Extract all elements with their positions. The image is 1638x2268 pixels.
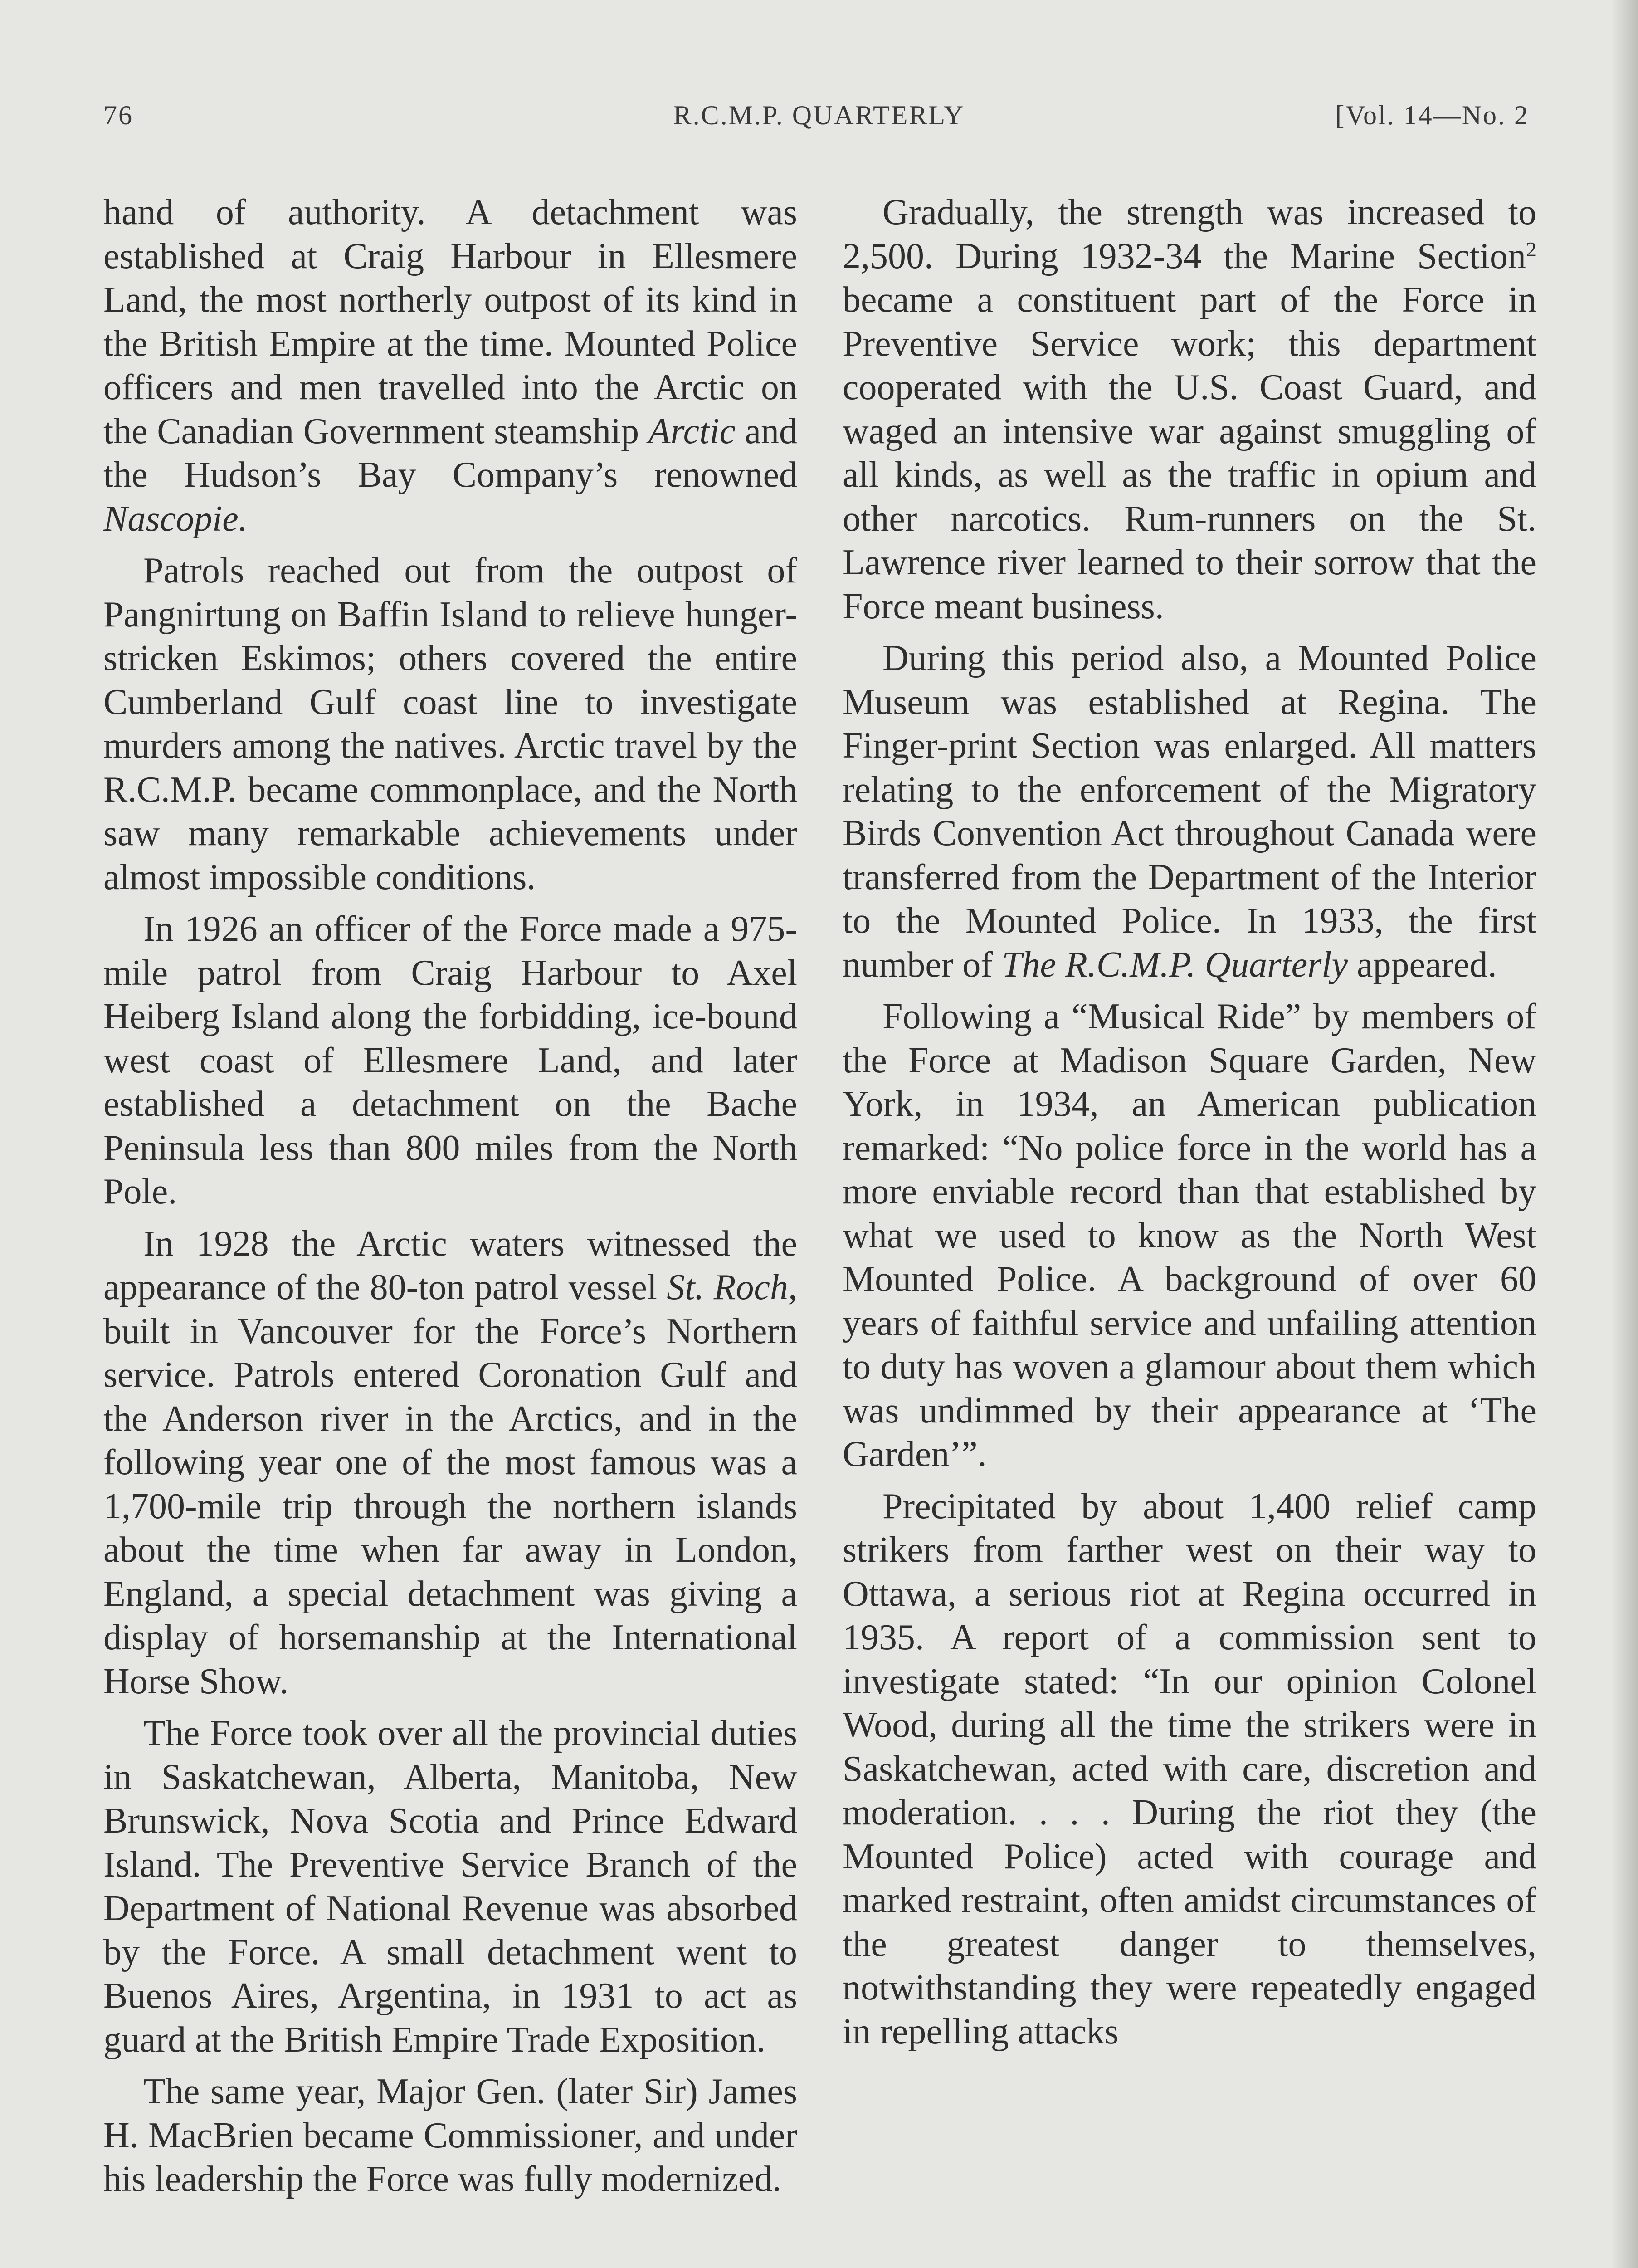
footnote-reference: 2 [1526, 237, 1536, 261]
volume-label: [Vol. 14—No. 2 [1335, 100, 1529, 130]
ship-name: St. Roch, [667, 1267, 797, 1307]
page-number: 76 [103, 100, 133, 130]
paragraph: During this period also, a Mounted Police Museum was established at Regina. The Finger-print Section was enlarged. All matters relating to the enforcement of the Migratory Birds Convention Act throughout Canada were transferred from the Department of the Interior to the Mounted Police. In 1933, the first number of The R.C.M.P. Quarterly appeared. [843, 638, 1536, 985]
right-column [843, 191, 1536, 2062]
paragraph: Following a “Musical Ride” by members of the Force at Madison Square Garden, New York, in 1934, an American publication remarked: “No police force in the world has a more enviable record than that established by what we used to know as the North West Mounted Police. A background of over 60 years of faithful service and unfailing attention to duty has woven a glamour about them which was undimmed by their appearance at ‘The Garden’”. [843, 997, 1536, 1474]
page-binding-edge [1611, 0, 1638, 2268]
ship-name: Arctic [648, 411, 736, 451]
paragraph: In 1928 the Arctic waters witnessed the appearance of the 80-ton patrol vessel St. Roch, built in Vancouver for the Force’s Northern service. Patrols entered Coronation Gulf and the Anderson river in the Arctics, and in the following year one of the most famous was a 1,700-mile trip through the northern islands about the time when far away in London, England, a special detachment was giving a display of horsemanship at the International Horse Show. [103, 1223, 797, 1701]
paragraph: Patrols reached out from the outpost of Pangnirtung on Baffin Island to relieve hunger-stricken Eskimos; others covered the entire Cumberland Gulf coast line to investigate murders among the natives. Arctic travel by the R.C.M.P. became commonplace, and the North saw many remarkable achievements under almost impossible conditions. [103, 551, 797, 897]
left-column [103, 191, 797, 2209]
paragraph: The Force took over all the provincial duties in Saskatchewan, Alberta, Manitoba, New Brunswick, Nova Scotia and Prince Edward Island. The Preventive Service Branch of the Department of National Revenue was absorbed by the Force. A small detachment went to Buenos Aires, Argentina, in 1931 to act as guard at the British Empire Trade Exposition. [103, 1713, 797, 2060]
paragraph: Precipitated by about 1,400 relief camp strikers from farther west on their way to Ottawa, a serious riot at Regina occurred in 1935. A report of a commission sent to investigate stated: “In our opinion Colonel Wood, during all the time the strikers were in Saskatchewan, acted with care, discretion and moderation. . . . During the riot they (the Mounted Police) acted with courage and marked restraint, often amidst circumstances of the greatest danger to themselves, notwithstanding they were repeatedly engaged in repelling attacks [843, 1486, 1536, 2052]
running-title: R.C.M.P. QUARTERLY [673, 100, 965, 130]
ship-name: Nascopie. [103, 499, 248, 539]
paragraph: In 1926 an officer of the Force made a 975-mile patrol from Craig Harbour to Axel Heiberg Island along the forbidding, ice-bound west coast of Ellesmere Land, and later established a detachment on the Bache Peninsula less than 800 miles from the North Pole. [103, 909, 797, 1212]
paragraph: Gradually, the strength was increased to 2,500. During 1932-34 the Marine Section$^2$ became a constituent part of the Force in Preventive Service work; this department cooperated with the U.S. Coast Guard, and waged an intensive war against smuggling of all kinds, as well as the traffic in opium and other narcotics. Rum-runners on the St. Lawrence river learned to their sorrow that the Force meant business. [843, 192, 1536, 626]
publication-title: The R.C.M.P. Quarterly [1002, 944, 1348, 985]
paragraph: hand of authority. A detachment was established at Craig Harbour in Ellesmere Land, the most northerly outpost of its kind in the British Empire at the time. Mounted Police officers and men travelled into the Arctic on the Canadian Government steamship Arctic and the Hudson’s Bay Company’s renowned Nascopie. [103, 192, 798, 539]
paragraph: The same year, Major Gen. (later Sir) James H. MacBrien became Commissioner, and under his leadership the Force was fully modernized. [103, 2072, 797, 2199]
